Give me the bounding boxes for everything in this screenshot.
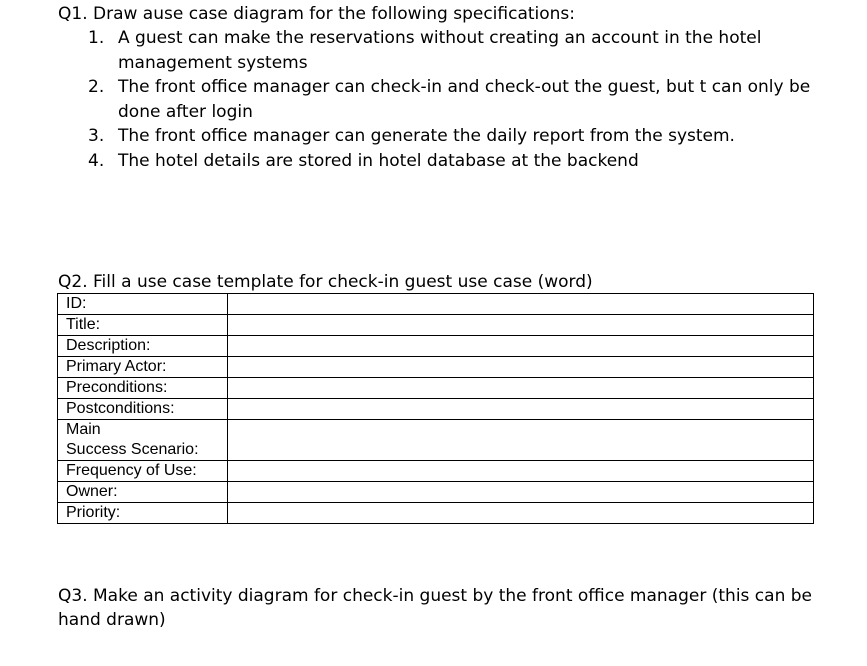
table-row <box>58 461 814 482</box>
table-row <box>58 336 814 357</box>
table-row <box>58 378 814 399</box>
postconditions-label: Postconditions: <box>58 399 228 420</box>
primary-actor-label: Primary Actor: <box>58 357 228 378</box>
table-row <box>58 399 814 420</box>
item-number: 2. <box>88 77 105 97</box>
table-row <box>58 294 814 315</box>
main-label-line1: Main <box>66 421 101 438</box>
item-text: The hotel details are stored in hotel database at the backend <box>118 150 639 171</box>
list-item <box>83 124 833 149</box>
use-case-template-table <box>57 293 814 524</box>
list-item <box>83 26 833 75</box>
preconditions-value-cell[interactable] <box>228 378 814 399</box>
id-value-cell[interactable] <box>228 294 814 315</box>
frequency-label: Frequency of Use: <box>58 461 228 482</box>
q3-heading: Q3. Make an activity diagram for check-in guest by the front office manager (this can be hand drawn) <box>58 586 812 630</box>
table-row <box>58 315 814 336</box>
description-value-cell[interactable] <box>228 336 814 357</box>
item-text: A guest can make the reservations without creating an account in the hotel management systems <box>118 28 762 73</box>
title-label: Title: <box>58 315 228 336</box>
main-label-line2: Success Scenario: <box>66 441 199 458</box>
q1-heading: Q1. Draw ause case diagram for the following specifications: <box>58 4 576 24</box>
item-number: 4. <box>88 150 105 171</box>
frequency-value-cell[interactable] <box>228 461 814 482</box>
list-item <box>83 75 833 124</box>
preconditions-label: Preconditions: <box>58 378 228 399</box>
postconditions-value-cell[interactable] <box>228 399 814 420</box>
table-row <box>58 357 814 378</box>
priority-value-cell[interactable] <box>228 503 814 524</box>
table-row <box>58 482 814 503</box>
priority-label: Priority: <box>58 503 228 524</box>
list-item <box>83 149 833 174</box>
id-label: ID: <box>58 294 228 315</box>
main-success-scenario-label <box>58 420 228 461</box>
item-number: 3. <box>88 126 105 146</box>
item-text: The front office manager can check-in and check-out the guest, but t can only be done after login <box>118 77 811 122</box>
table-row <box>58 503 814 524</box>
item-number: 1. <box>88 28 105 48</box>
main-success-scenario-value-cell[interactable] <box>228 420 814 461</box>
q1-specification-list <box>83 26 833 173</box>
title-value-cell[interactable] <box>228 315 814 336</box>
primary-actor-value-cell[interactable] <box>228 357 814 378</box>
table-row <box>58 420 814 461</box>
description-label: Description: <box>58 336 228 357</box>
owner-label: Owner: <box>58 482 228 503</box>
owner-value-cell[interactable] <box>228 482 814 503</box>
item-text: The front office manager can generate the daily report from the system. <box>118 126 735 146</box>
q2-heading: Q2. Fill a use case template for check-in guest use case (word) <box>58 272 593 292</box>
